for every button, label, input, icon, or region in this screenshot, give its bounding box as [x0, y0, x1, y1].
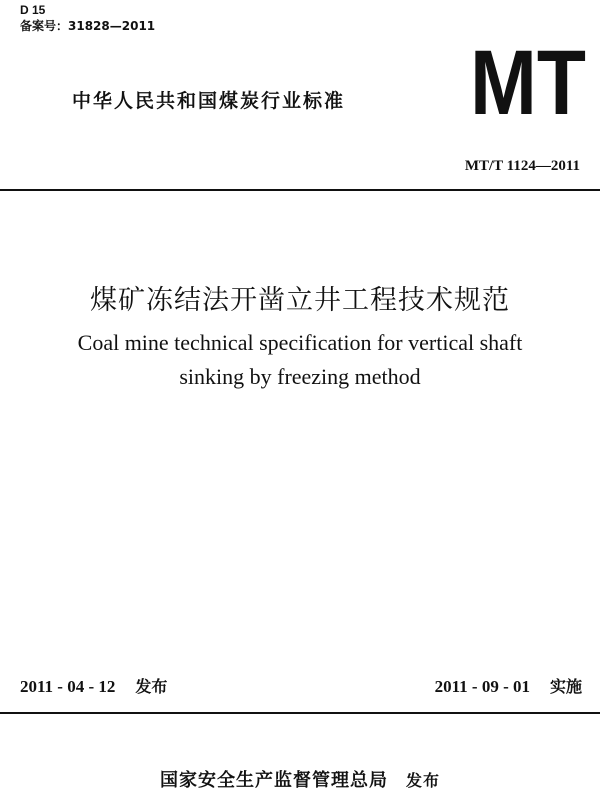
bottom-divider: [0, 712, 600, 714]
title-english-line2: sinking by freezing method: [179, 364, 421, 389]
issue-date: 2011 - 04 - 12: [20, 677, 116, 696]
issuer-label: 发布: [405, 771, 440, 790]
issue-date-block: [20, 674, 167, 697]
logo-text: MT: [470, 32, 586, 134]
standard-category: 中华人民共和国煤炭行业标准: [72, 90, 346, 112]
mt-logo: [468, 32, 588, 134]
issuer-block: [0, 766, 600, 792]
implement-date-block: [435, 674, 582, 697]
implement-date: 2011 - 09 - 01: [434, 677, 530, 696]
classification-code: D 15: [20, 3, 46, 17]
title-chinese: 煤矿冻结法开凿立井工程技术规范: [90, 285, 510, 316]
top-divider: [0, 189, 600, 191]
standard-number: MT/T 1124—2011: [464, 158, 580, 174]
title-english-line1: Coal mine technical specification for vertical shaft: [77, 330, 523, 355]
issuer-name: 国家安全生产监督管理总局: [159, 770, 388, 791]
issue-label: 发布: [135, 677, 168, 696]
filing-number: 备案号：31828—2011: [20, 19, 156, 33]
implement-label: 实施: [549, 677, 582, 696]
